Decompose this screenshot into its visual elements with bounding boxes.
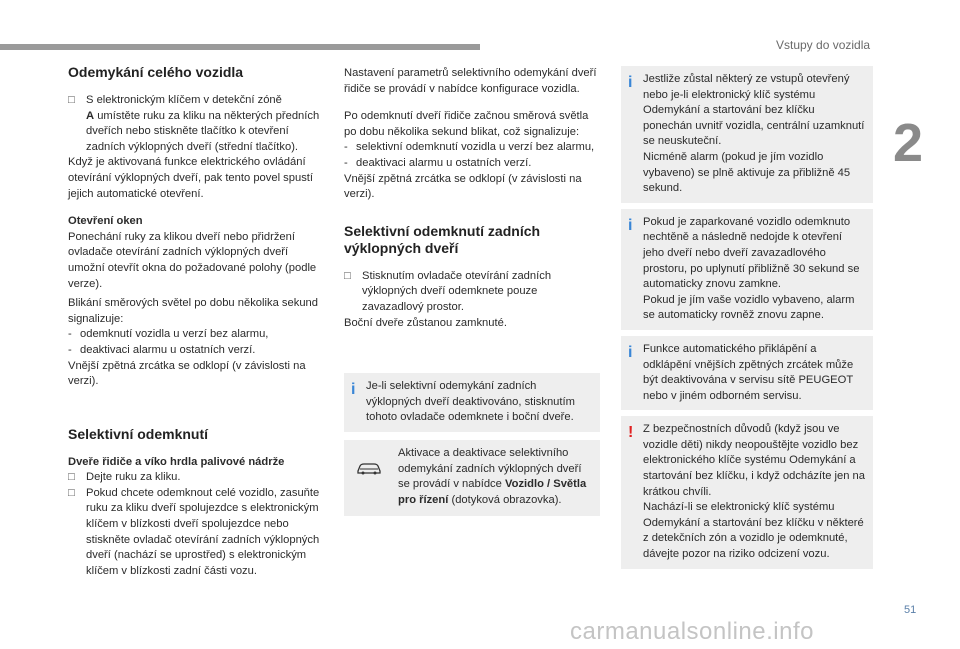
page-number: 51 — [904, 604, 917, 616]
car-settings-icon — [356, 460, 382, 476]
column-left — [68, 64, 323, 579]
info-box: i Je-li selektivní odemykání zadních výklopných dveří deaktivováno, stisknutím tohoto ovladače odemknete i boční dveře. — [344, 373, 600, 432]
list-item: □ Stisknutím ovladače otevírání zadních výklopných dveří odemknete pouze zavazadlový prostor. — [344, 269, 552, 313]
paragraph: Nastavení parametrů selektivního odemykání dveří řidiče se provádí v nabídce konfigurace vozidla. — [344, 67, 597, 95]
column-middle — [344, 66, 600, 516]
checkbox-bullet-icon: □ — [68, 486, 75, 499]
paragraph: Když je aktivovaná funkce elektrického ovládání otevírání výklopných dveří, pak tento povel spustí jejich automatické otevření. — [68, 156, 314, 200]
paragraph: Boční dveře zůstanou zamknuté. — [344, 316, 507, 329]
list-item: - odemknutí vozidla u verzí bez alarmu, — [68, 328, 269, 341]
info-box: i Funkce automatického přiklápění a odklápění vnějších zpětných zrcátek může být deaktivována v servisu sítě PEUGEOT nebo v jiném odborném servisu. — [621, 336, 873, 410]
header-bar — [0, 44, 480, 50]
warning-box: ! Z bezpečnostních důvodů (když jsou ve vozidle děti) nikdy neopouštějte vozidlo bez elektronického klíče systému Odemykání a startování bez klíčku, i když odcházíte jen na krátkou chvíli. Nachází-li se elektronický klíč systému Odemykání a startování bez klíčku v některé z detekčních zón a vozidlo je odemknuté, dávejte pozor na riziko odcizení vozu. — [621, 416, 873, 568]
checkbox-bullet-icon: □ — [68, 471, 75, 484]
list-item: □ S elektronickým klíčem v detekční zóně A umístěte ruku za kliku na některých předních dveřích nebo stiskněte tlačítko k otevření zadních výklopných dveří (střední tlačítko). — [68, 94, 320, 153]
info-box: i Jestliže zůstal některý ze vstupů otevřený nebo je-li elektronický klíč systému Odemykání a startování bez klíčku ponechán uvnitř vozidla, centrální uzamknutí se neuskuteční. Nicméně alarm (pokud je jím vozidlo vybaveno) se plně aktivuje za přibližně 45 sekund. — [621, 66, 873, 203]
checkbox-bullet-icon: □ — [68, 94, 75, 106]
paragraph: Po odemknutí dveří řidiče začnou směrová světla po dobu několika sekund blikat, což signalizuje: — [344, 110, 589, 138]
paragraph: Vnější zpětná zrcátka se odklopí (v závislosti na verzi). — [344, 172, 582, 201]
list-item: - deaktivaci alarmu u ostatních verzí. — [344, 156, 532, 169]
column-right — [621, 66, 873, 569]
heading-unlock-whole: Odemykání celého vozidla — [68, 64, 244, 80]
list-item: - selektivní odemknutí vozidla u verzí bez alarmu, — [344, 141, 595, 154]
list-item: - deaktivaci alarmu u ostatních verzí. — [68, 343, 256, 356]
list-item: □ Pokud chcete odemknout celé vozidlo, zasuňte ruku za kliku dveří spolujezdce s elektronickým klíčem v blízkosti dveří spolujezdce nebo stiskněte ovladač otevírání zadních výklopných dveří (nachází se uprostřed) s elektronickým klíčem v blízkosti zadní části vozu. — [68, 486, 320, 577]
info-icon: i — [628, 216, 633, 234]
subheading-driver-door: Dveře řidiče a víko hrdla palivové nádrže — [68, 455, 285, 468]
heading-selective-tailgate: Selektivní odemknutí zadních výklopných dveří — [344, 222, 541, 256]
info-icon: i — [351, 381, 356, 399]
chapter-number: 2 — [893, 113, 924, 173]
paragraph: Blikání směrových světel po dobu několika sekund signalizuje: — [68, 297, 318, 325]
info-icon: i — [628, 343, 633, 361]
settings-note-box: Aktivace a deaktivace selektivního odemykání zadních výklopných dveří se provádí v nabídce Vozidlo / Světla pro řízení (dotyková obrazovka). — [344, 440, 600, 516]
checkbox-bullet-icon: □ — [344, 269, 351, 282]
section-title: Vstupy do vozidla — [776, 38, 871, 52]
subheading-windows: Otevření oken — [68, 215, 143, 228]
info-box: i Pokud je zaparkované vozidlo odemknuto nechtěně a následně nedojde k otevření jeho dveří nebo dveří zavazadlového prostoru, po uplynutí přibližně 30 sekund se automaticky znovu zamkne. Pokud je jím vaše vozidlo vybaveno, alarm se automaticky rovněž znovu zapne. — [621, 209, 873, 330]
list-item: □ Dejte ruku za kliku. — [68, 470, 323, 486]
paragraph: Vnější zpětná zrcátka se odklopí (v závislosti na verzi). — [68, 359, 306, 388]
paragraph: Ponechání ruky za klikou dveří nebo přidržení ovladače otevírání zadních výklopných dveří umožní otevřít okna do požadované polohy (podle verze). — [68, 230, 317, 290]
info-icon: i — [628, 74, 633, 91]
watermark: carmanualsonline.info — [570, 618, 814, 645]
heading-selective-unlock: Selektivní odemknutí — [68, 425, 209, 442]
warning-icon: ! — [628, 424, 634, 442]
